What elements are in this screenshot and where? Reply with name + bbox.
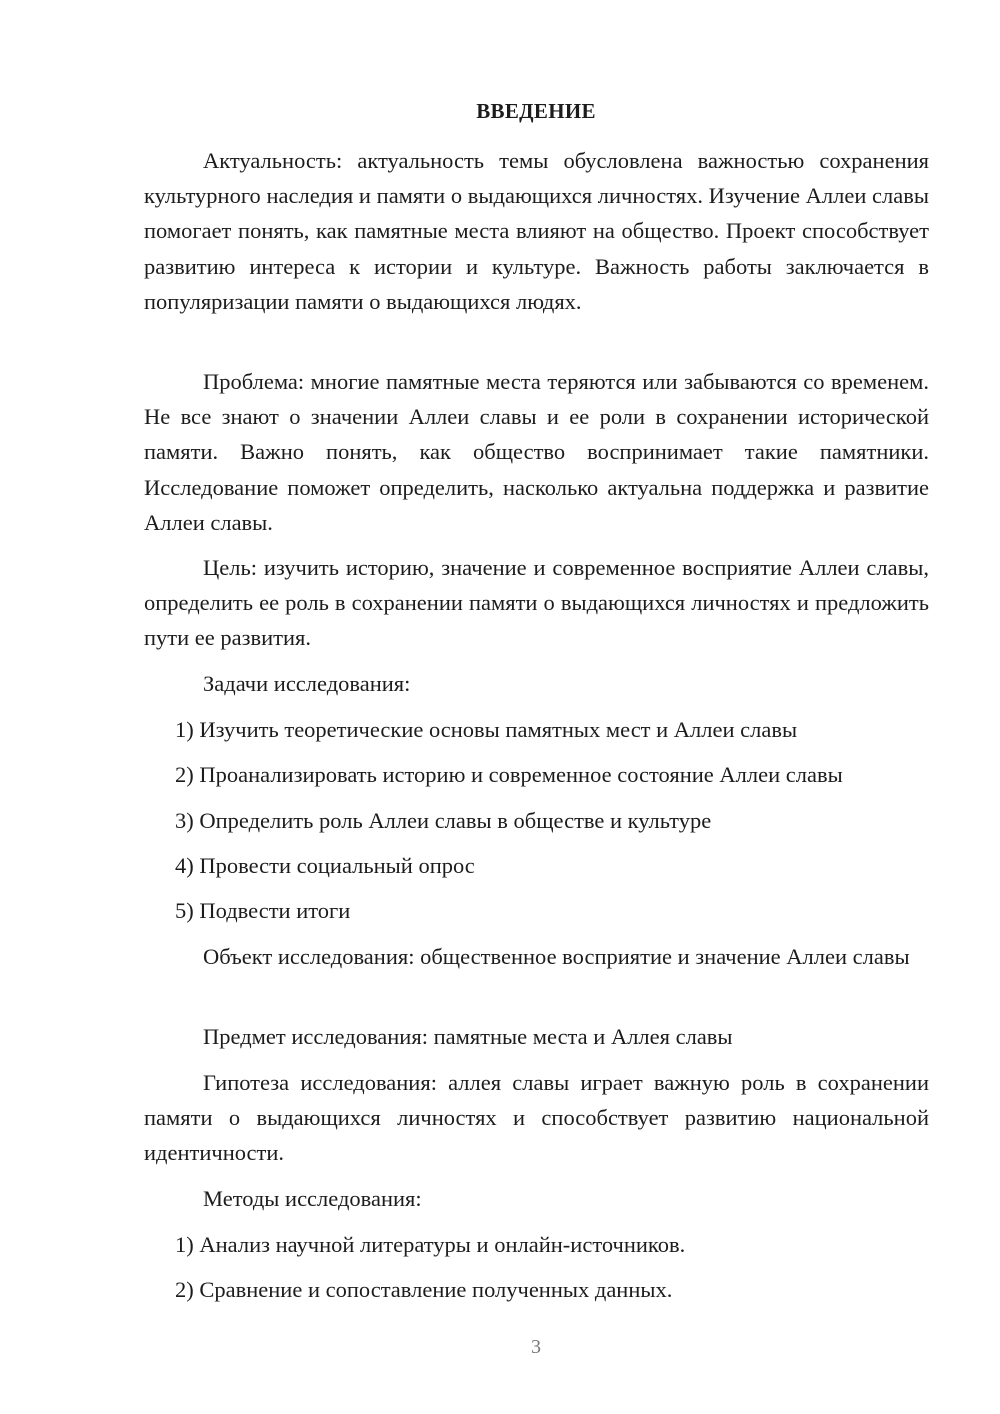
tasks-heading: Задачи исследования:	[203, 671, 411, 696]
list-item-task: 2) Проанализировать историю и современное состояние Аллеи славы	[175, 762, 843, 787]
object-paragraph: Объект исследования: общественное восприятие и значение Аллеи славы	[203, 944, 910, 969]
task-5-block	[144, 893, 929, 928]
list-item-task: 4) Провести социальный опрос	[175, 853, 475, 878]
goal-paragraph: Цель: изучить историю, значение и современное восприятие Аллеи славы, определить ее роль в сохранении памяти о выдающихся личностях и предложить пути ее развития.	[144, 555, 929, 651]
list-item-task: 3) Определить роль Аллеи славы в обществе и культуре	[175, 808, 712, 833]
subject-block	[144, 1019, 929, 1054]
list-item-task: 1) Изучить теоретические основы памятных мест и Аллеи славы	[175, 717, 798, 742]
method-1-block	[144, 1227, 929, 1262]
hypothesis-block	[144, 1065, 929, 1171]
actuality-paragraph: Актуальность: актуальность темы обусловлена важностью сохранения культурного наследия и памяти о выдающихся личностях. Изучение Аллеи славы помогает понять, как памятные места влияют на общество. Проект способствует развитию интереса к истории и культуре. Важность работы заключается в популяризации памяти о выдающихся людях.	[144, 148, 929, 314]
problem-block	[144, 364, 929, 540]
list-item-method: 1) Анализ научной литературы и онлайн-источников.	[175, 1232, 686, 1257]
actuality-block	[144, 143, 929, 319]
list-item-task: 5) Подвести итоги	[175, 898, 351, 923]
subject-paragraph: Предмет исследования: памятные места и Аллея славы	[203, 1024, 733, 1049]
methods-heading: Методы исследования:	[203, 1186, 422, 1211]
page-number: 3	[531, 1336, 541, 1358]
task-1-block	[144, 712, 929, 747]
section-title: ВВЕДЕНИЕ	[476, 99, 596, 123]
task-4-block	[144, 848, 929, 883]
method-2-block	[144, 1272, 929, 1307]
tasks-heading-block	[144, 666, 929, 701]
list-item-method: 2) Сравнение и сопоставление полученных данных.	[175, 1277, 673, 1302]
problem-paragraph: Проблема: многие памятные места теряются или забываются со временем. Не все знают о значении Аллеи славы и ее роли в сохранении исторической памяти. Важно понять, как общество воспринимает такие памятники. Исследование поможет определить, насколько актуальна поддержка и развитие Аллеи славы.	[144, 369, 929, 535]
task-2-block	[144, 757, 929, 792]
methods-heading-block	[144, 1181, 929, 1216]
task-3-block	[144, 803, 929, 838]
hypothesis-paragraph: Гипотеза исследования: аллея славы играет важную роль в сохранении памяти о выдающихся личностях и способствует развитию национальной идентичности.	[144, 1070, 929, 1166]
goal-block	[144, 550, 929, 656]
object-block	[144, 939, 929, 974]
